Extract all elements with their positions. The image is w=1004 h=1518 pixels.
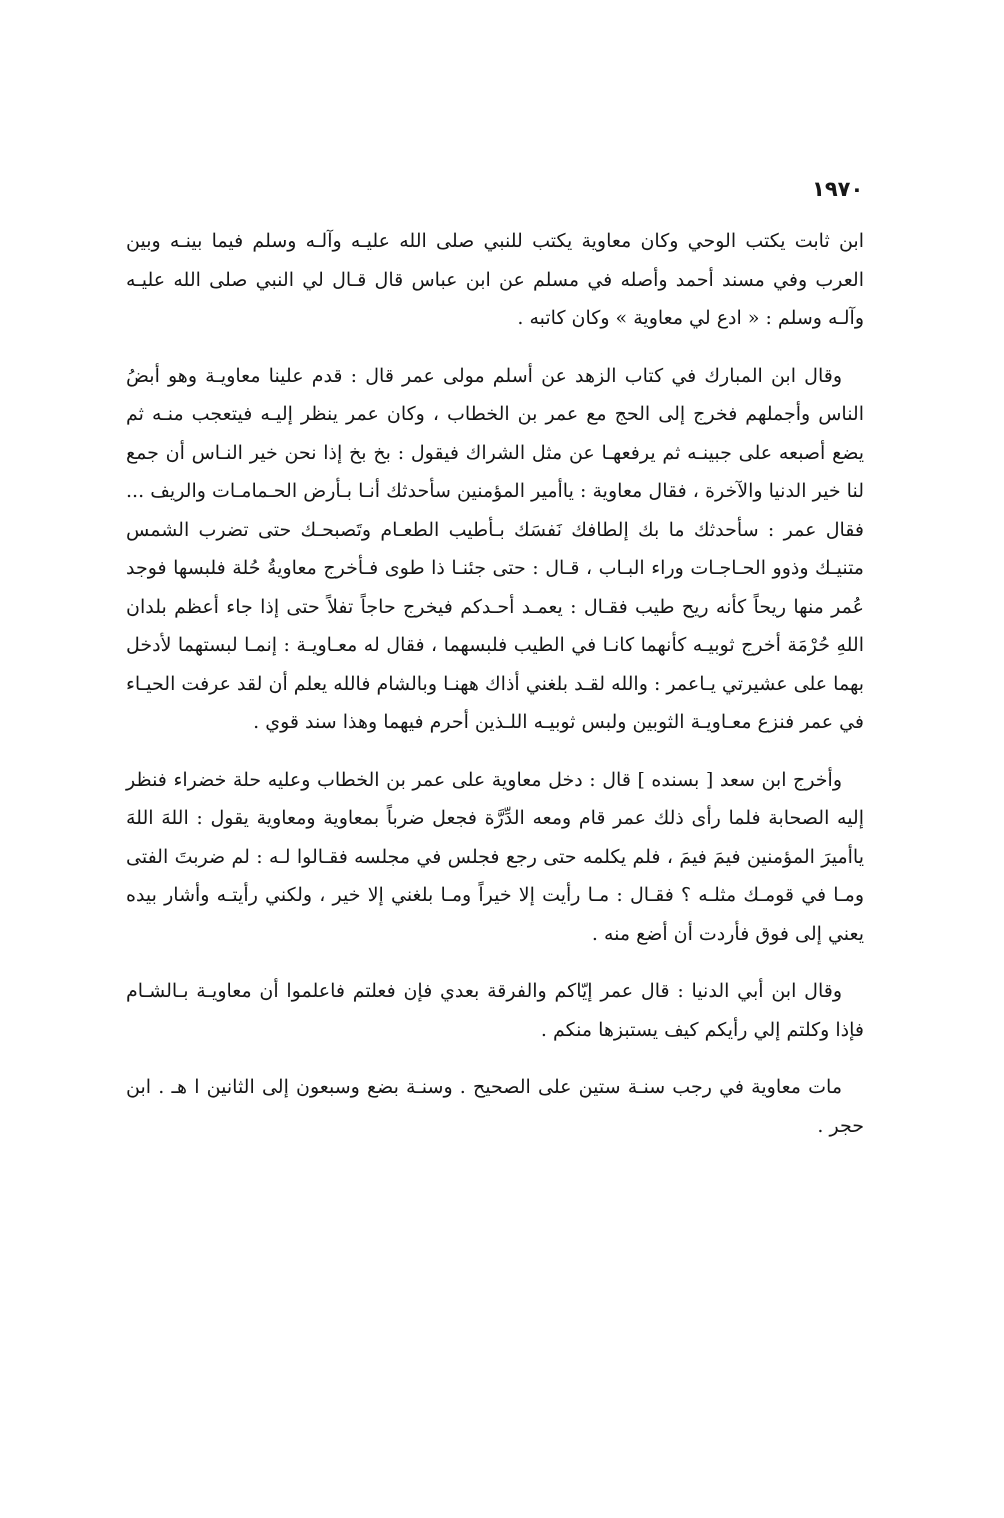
paragraph-3: وأخرج ابن سعد [ بسنده ] قال : دخل معاوية على عمر بن الخطاب وعليه حلة خضراء فنظر إليه الصحابة فلما رأى ذلك عمر قام ومعه الدِّرَّة فجعل ضرباً بمعاوية ومعاوية يقول : اللهَ اللهَ ياأميرَ المؤمنين فيمَ فيمَ ، فلم يكلمه حتى رجع فجلس في مجلسه فقـالوا لـه : لم ضربتَ الفتى ومـا في قومـك مثلـه ؟ فقـال : مـا رأيت إلا خيراً ومـا بلغني إلا خير ، ولكني رأيتـه وأشار بيده يعني إلى فوق فأردت أن أضع منه . bbox=[126, 768, 864, 945]
paragraph-1: ابن ثابت يكتب الوحي وكان معاوية يكتب للنبي صلى الله عليـه وآلـه وسلم فيما بينـه وبين العرب وفي مسند أحمد وأصله في مسلم عن ابن عباس قال قـال لي النبي صلى الله عليـه وآلـه وسلم : « ادع لي معاوية » وكان كاتبه . bbox=[126, 230, 864, 329]
page-number: ١٩٧٠ bbox=[812, 177, 864, 201]
paragraph-2: وقال ابن المبارك في كتاب الزهد عن أسلم مولى عمر قال : قدم علينا معاويـة وهو أبضُ الناس وأجملهم فخرج إلى الحج مع عمر بن الخطاب ، وكان عمر ينظر إليـه فيتعجب منـه ثم يضع أصبعه على جبينـه ثم يرفعهـا عن مثل الشراك فيقول : بخ بخ إذا نحن خير النـاس أن جمع لنا خير الدنيا والآخرة ، فقال معاوية : ياأمير المؤمنين سأحدثك أنـا بـأرض الحـمامـات والريف ... فقال عمر : سأحدثك ما بك إلطافك نَفسَك بـأطيب الطعـام وتَصبحـك حتى تضرب الشمس متنيـك وذوو الحـاجـات وراء البـاب ، قـال : حتى جئنـا ذا طوى فـأخرج معاويةُ حُلة فلبسها فوجد عُمر منها ريحاً كأنه ريح طيب فقـال : يعمـد أحـدكم فيخرج حاجاً تفلاً حتى إذا جاء أعظم بلدان اللهِ حُرْمَة أخرج ثوبيـه كأنهما كانـا في الطيب فلبسهما ، فقال له معـاويـة : إنمـا لبستهما لأدخل بهما على عشيرتي يـاعمر : والله لقـد بلغني أذاك ههنـا وبالشام فالله يعلم أن لقد عرفت الحيـاء في عمر فنزع معـاويـة الثوبين ولبس ثوبيـه اللـذين أحرم فيهما وهذا سند قوي . bbox=[126, 364, 864, 733]
paragraph-5: مات معاوية في رجب سنـة ستين على الصحيح . وسنـة بضع وسبعون إلى الثانين ا هـ . ابن حجر . bbox=[126, 1076, 864, 1137]
paragraph-4: وقال ابن أبي الدنيا : قال عمر إيّاكم والفرقة بعدي فإن فعلتم فاعلموا أن معاويـة بـالشـام فإذا وكلتم إلي رأيكم كيف يستبزها منكم . bbox=[126, 980, 864, 1041]
main-text bbox=[126, 222, 864, 1145]
